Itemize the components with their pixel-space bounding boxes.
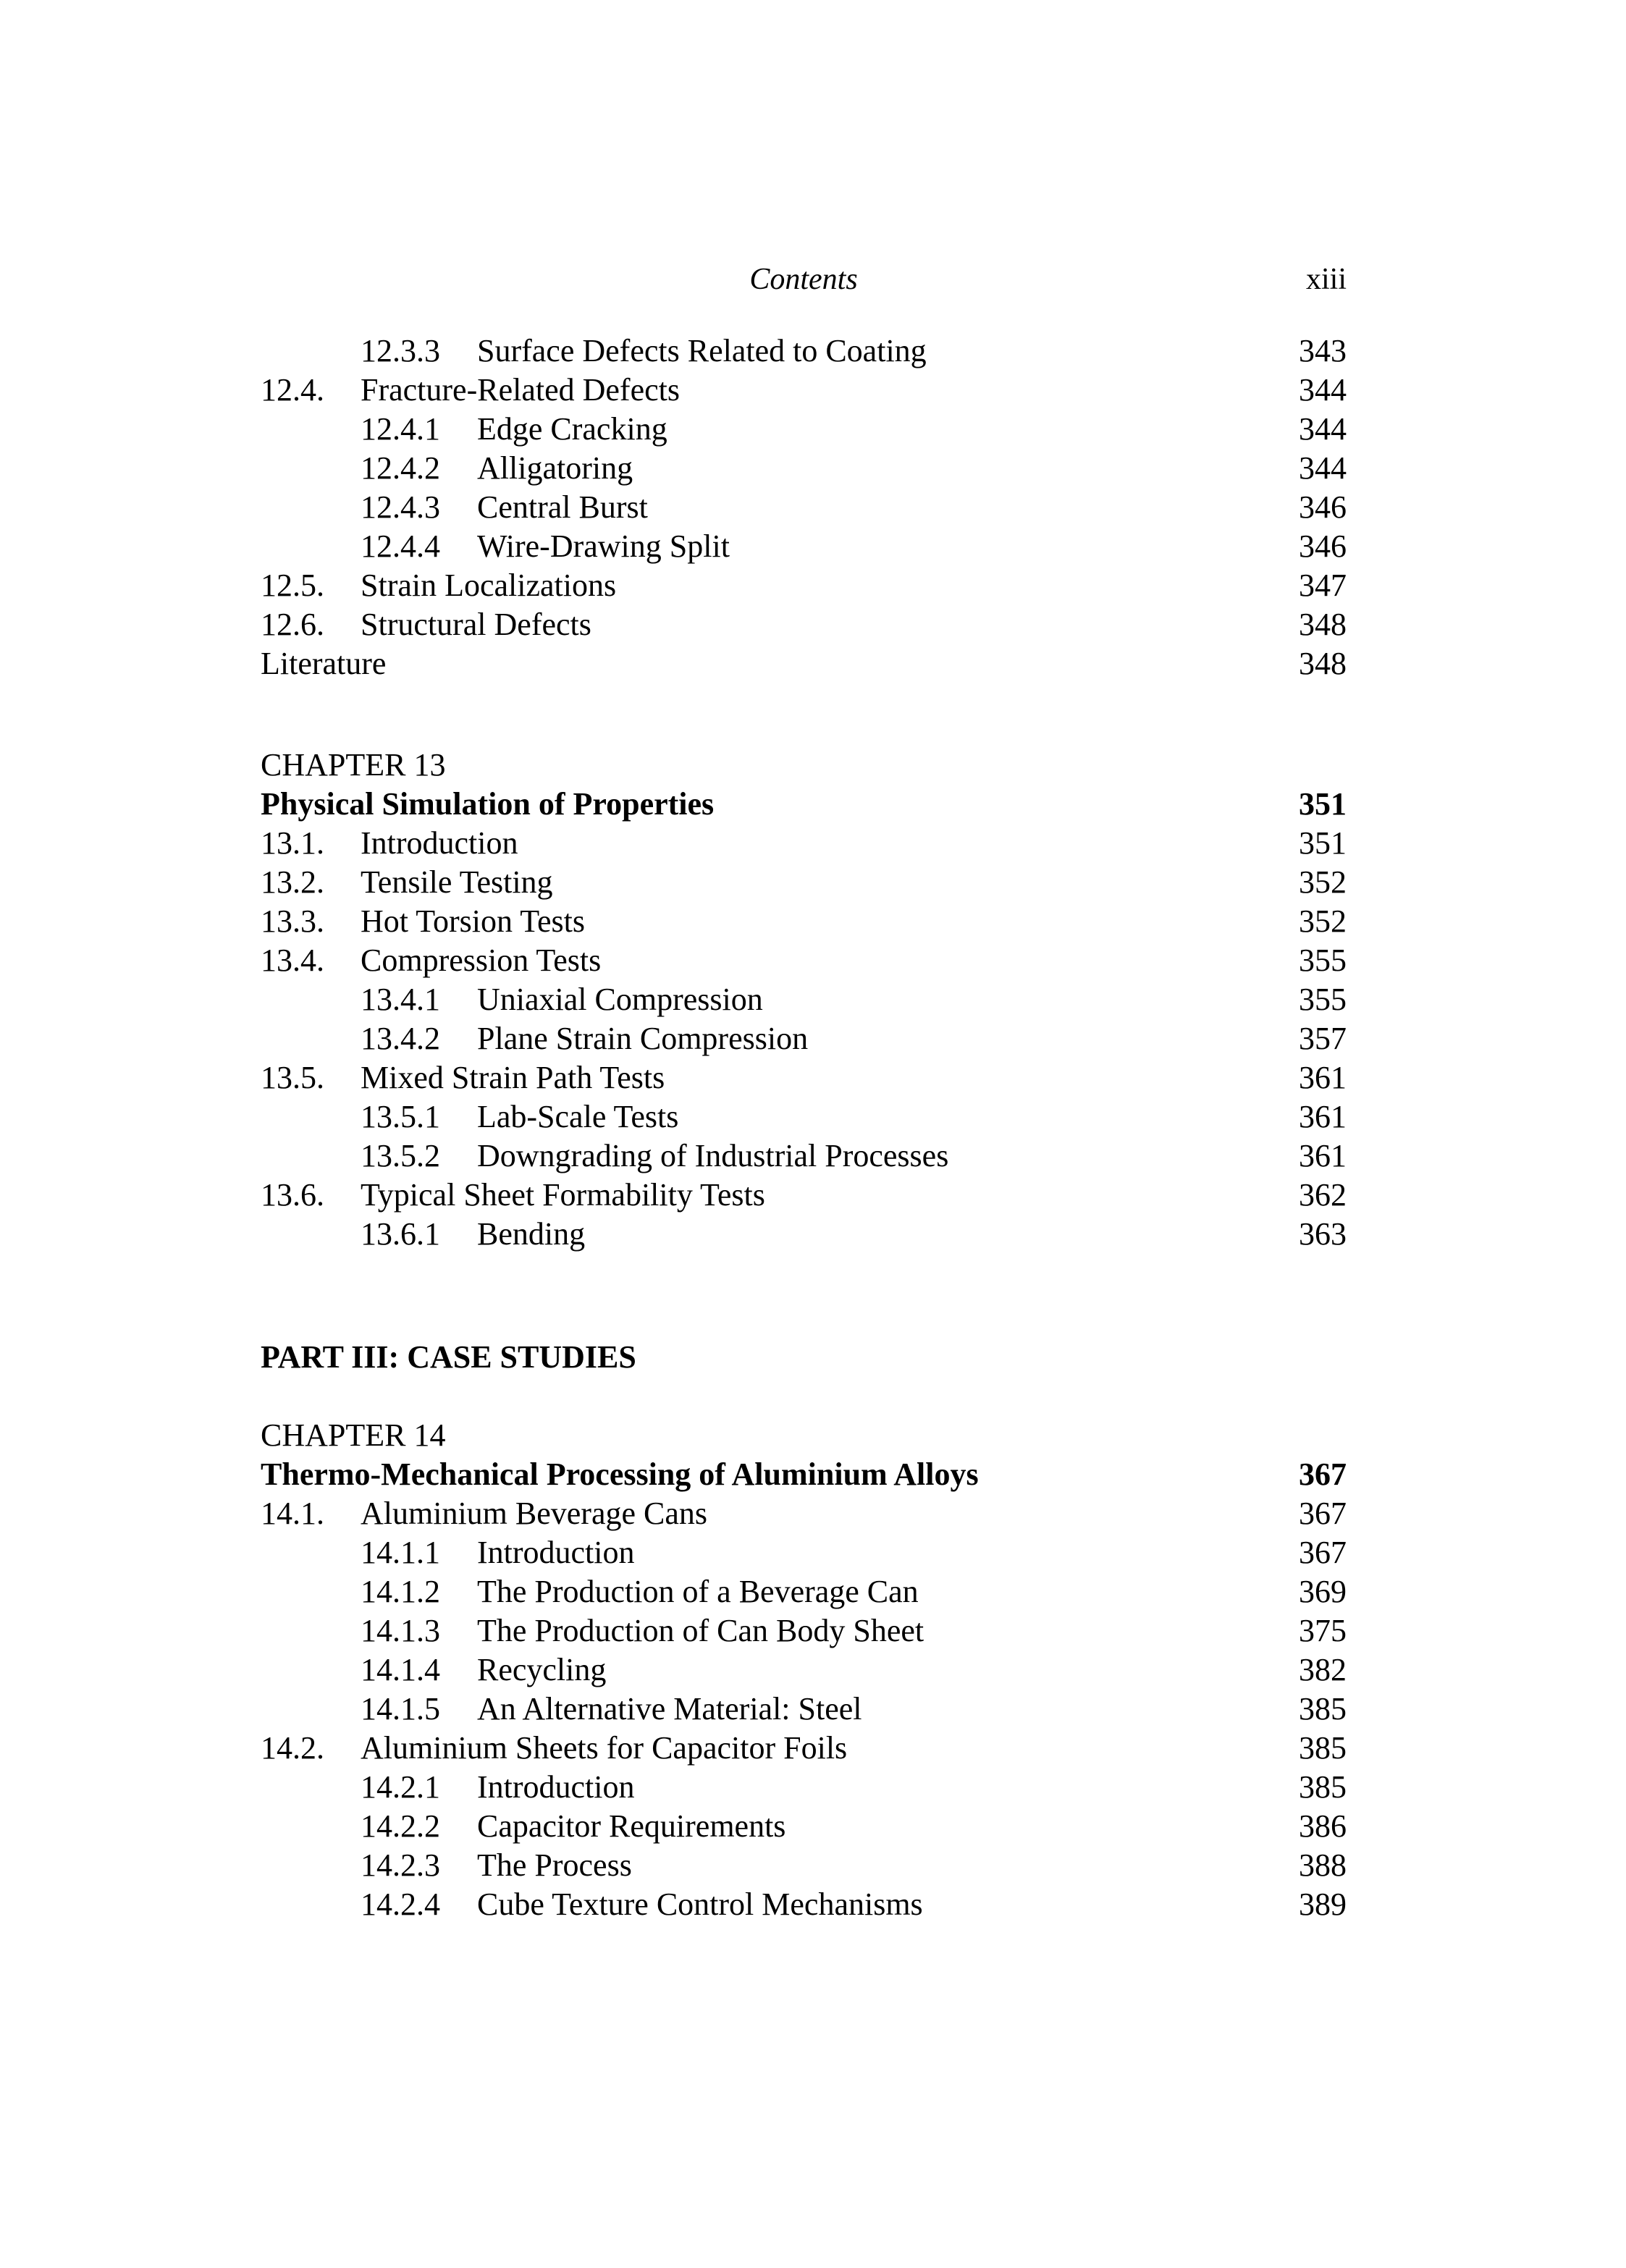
toc-entry	[261, 1533, 1347, 1572]
toc-entry-number: 13.5.	[261, 1060, 324, 1095]
toc-entry-title: Central Burst	[477, 489, 648, 525]
toc-entry-number: 14.1.3	[361, 1613, 440, 1648]
toc-entry-number: 13.4.1	[361, 982, 440, 1017]
toc-entry-number: 13.4.2	[361, 1021, 440, 1056]
toc-entry-page: 344	[1299, 372, 1347, 408]
toc-entry	[261, 332, 1347, 371]
toc-entry-number: 12.6.	[261, 607, 324, 642]
toc-entry	[261, 1885, 1347, 1924]
toc-entry-title: Capacitor Requirements	[477, 1808, 786, 1844]
toc-entry	[261, 1137, 1347, 1176]
toc-entry-title: Bending	[477, 1216, 586, 1252]
toc-entry-title: Aluminium Sheets for Capacitor Foils	[361, 1730, 848, 1766]
toc-entry-number: 12.4.1	[361, 411, 440, 447]
toc-entry	[261, 1651, 1347, 1690]
toc-entry-number: 14.1.5	[361, 1691, 440, 1727]
toc-entry-number: 13.5.1	[361, 1099, 440, 1134]
toc-entry-title: An Alternative Material: Steel	[477, 1691, 862, 1727]
toc-entry-number: 14.2.3	[361, 1847, 440, 1883]
toc-entry	[261, 824, 1347, 863]
toc-entry	[261, 1807, 1347, 1846]
toc-entry	[261, 1215, 1347, 1254]
toc-entry-title: Wire-Drawing Split	[477, 528, 730, 564]
toc-entry-number: 12.4.	[261, 372, 324, 408]
toc-entry	[261, 449, 1347, 488]
toc-entry-title: Mixed Strain Path Tests	[361, 1060, 665, 1095]
toc-entry-number: 14.1.	[261, 1496, 324, 1531]
toc-entry	[261, 605, 1347, 644]
toc-entry-title: Aluminium Beverage Cans	[361, 1496, 708, 1531]
toc-entry-title: Typical Sheet Formability Tests	[361, 1177, 765, 1213]
toc-entry	[261, 1572, 1347, 1611]
toc-entry-number: 14.2.1	[361, 1769, 440, 1805]
toc-entry-page: 346	[1299, 528, 1347, 564]
toc-entry-page: 355	[1299, 982, 1347, 1017]
toc-entry-title: Alligatoring	[477, 450, 633, 486]
toc-entry-page: 351	[1299, 825, 1347, 861]
toc-entry	[261, 410, 1347, 449]
toc-entry-number: 13.6.1	[361, 1216, 440, 1252]
toc-entry	[261, 488, 1347, 527]
toc-entry-title: Edge Cracking	[477, 411, 667, 447]
toc-entry-title: CHAPTER 14	[261, 1417, 446, 1453]
toc-entry-number: 13.3.	[261, 903, 324, 939]
toc-entry	[261, 746, 1347, 785]
toc-entry-number: 13.1.	[261, 825, 324, 861]
toc-entry	[261, 1058, 1347, 1097]
toc-entry	[261, 1690, 1347, 1729]
toc-entry-page: 357	[1299, 1021, 1347, 1056]
toc-entry	[261, 1768, 1347, 1807]
toc-entry	[261, 1455, 1347, 1494]
toc-entry-title: Uniaxial Compression	[477, 982, 763, 1017]
toc-entry	[261, 371, 1347, 410]
toc-entry	[261, 1846, 1347, 1885]
toc-entry	[261, 1338, 1347, 1377]
toc-entry-title: The Production of Can Body Sheet	[477, 1613, 924, 1648]
toc-entry	[261, 1494, 1347, 1533]
toc-entry-number: 14.2.	[261, 1730, 324, 1766]
toc-entry-number: 14.1.2	[361, 1574, 440, 1609]
toc-entry	[261, 1019, 1347, 1058]
toc-entry-number: 13.5.2	[361, 1138, 440, 1173]
toc-entry	[261, 785, 1347, 824]
toc-entry-page: 344	[1299, 450, 1347, 486]
running-header-title: Contents	[749, 263, 858, 296]
toc-entry-page: 367	[1299, 1457, 1347, 1492]
toc-entry-page: 361	[1299, 1099, 1347, 1134]
toc-entry-page: 375	[1299, 1613, 1347, 1648]
toc-entry	[261, 1416, 1347, 1455]
toc-entry-number: 13.6.	[261, 1177, 324, 1213]
toc-entry-page: 348	[1299, 607, 1347, 642]
toc-entry-number: 13.4.	[261, 943, 324, 978]
toc-entry	[261, 980, 1347, 1019]
toc-entry-page: 344	[1299, 411, 1347, 447]
toc-entry-title: Fracture-Related Defects	[361, 372, 680, 408]
toc-entry	[261, 644, 1347, 683]
toc-entry-title: The Process	[477, 1847, 632, 1883]
toc-entry-page: 385	[1299, 1691, 1347, 1727]
toc-entry-title: Surface Defects Related to Coating	[477, 333, 927, 368]
toc-entry-number: 12.5.	[261, 568, 324, 603]
toc-entry-page: 361	[1299, 1138, 1347, 1173]
toc-entry-page: 388	[1299, 1847, 1347, 1883]
toc-entry-title: Introduction	[477, 1769, 635, 1805]
toc-entry-page: 385	[1299, 1730, 1347, 1766]
toc-entry	[261, 527, 1347, 566]
toc-entry-number: 13.2.	[261, 864, 324, 900]
toc-entry-number: 12.4.2	[361, 450, 440, 486]
toc-entry-page: 363	[1299, 1216, 1347, 1252]
toc-entry-page: 369	[1299, 1574, 1347, 1609]
toc-entry-title: Thermo-Mechanical Processing of Aluminium Alloys	[261, 1457, 979, 1492]
toc-entry	[261, 566, 1347, 605]
toc-entry	[261, 863, 1347, 902]
toc-entry-page: 343	[1299, 333, 1347, 368]
toc-entry-page: 352	[1299, 903, 1347, 939]
toc-entry-title: Recycling	[477, 1652, 607, 1687]
toc-entry-page: 346	[1299, 489, 1347, 525]
toc-entry-number: 14.2.4	[361, 1887, 440, 1922]
toc-entry-title: Downgrading of Industrial Processes	[477, 1138, 949, 1173]
toc-entry-number: 12.4.4	[361, 528, 440, 564]
toc-entry-title: Physical Simulation of Properties	[261, 786, 715, 822]
toc-entry-page: 348	[1299, 646, 1347, 681]
running-header-page-number: xiii	[1305, 263, 1347, 296]
toc-entry-title: PART III: CASE STUDIES	[261, 1339, 636, 1375]
toc-entry-title: Literature	[261, 646, 387, 681]
toc-entry-page: 362	[1299, 1177, 1347, 1213]
toc-entry-title: Introduction	[477, 1535, 635, 1570]
toc-entry-number: 12.3.3	[361, 333, 440, 368]
toc-entry-title: Tensile Testing	[361, 864, 553, 900]
toc-entry-page: 386	[1299, 1808, 1347, 1844]
toc-entry	[261, 1729, 1347, 1768]
toc-entry-page: 389	[1299, 1887, 1347, 1922]
toc-entry-title: The Production of a Beverage Can	[477, 1574, 919, 1609]
toc-entry-title: Cube Texture Control Mechanisms	[477, 1887, 923, 1922]
toc-entry-title: Introduction	[361, 825, 518, 861]
toc-entry	[261, 941, 1347, 980]
toc-entry-title: CHAPTER 13	[261, 747, 446, 783]
toc-entry-title: Structural Defects	[361, 607, 591, 642]
toc-entry-number: 12.4.3	[361, 489, 440, 525]
toc-entry-number: 14.2.2	[361, 1808, 440, 1844]
toc-entry-page: 361	[1299, 1060, 1347, 1095]
toc-entry-title: Compression Tests	[361, 943, 602, 978]
toc-entry-page: 367	[1299, 1535, 1347, 1570]
toc-entry-number: 14.1.4	[361, 1652, 440, 1687]
toc-entry-page: 385	[1299, 1769, 1347, 1805]
toc-entry-title: Plane Strain Compression	[477, 1021, 809, 1056]
toc-entry	[261, 1176, 1347, 1215]
toc-entry	[261, 1097, 1347, 1137]
toc-entry-page: 351	[1299, 786, 1347, 822]
toc-entry	[261, 902, 1347, 941]
toc-entry-page: 355	[1299, 943, 1347, 978]
toc-entry-page: 382	[1299, 1652, 1347, 1687]
toc-entry-page: 352	[1299, 864, 1347, 900]
toc-entry-title: Lab-Scale Tests	[477, 1099, 679, 1134]
toc-entry-number: 14.1.1	[361, 1535, 440, 1570]
toc-entry-page: 347	[1299, 568, 1347, 603]
toc-entry-title: Strain Localizations	[361, 568, 617, 603]
toc-entry-title: Hot Torsion Tests	[361, 903, 586, 939]
toc-entry-page: 367	[1299, 1496, 1347, 1531]
toc-entry	[261, 1611, 1347, 1651]
